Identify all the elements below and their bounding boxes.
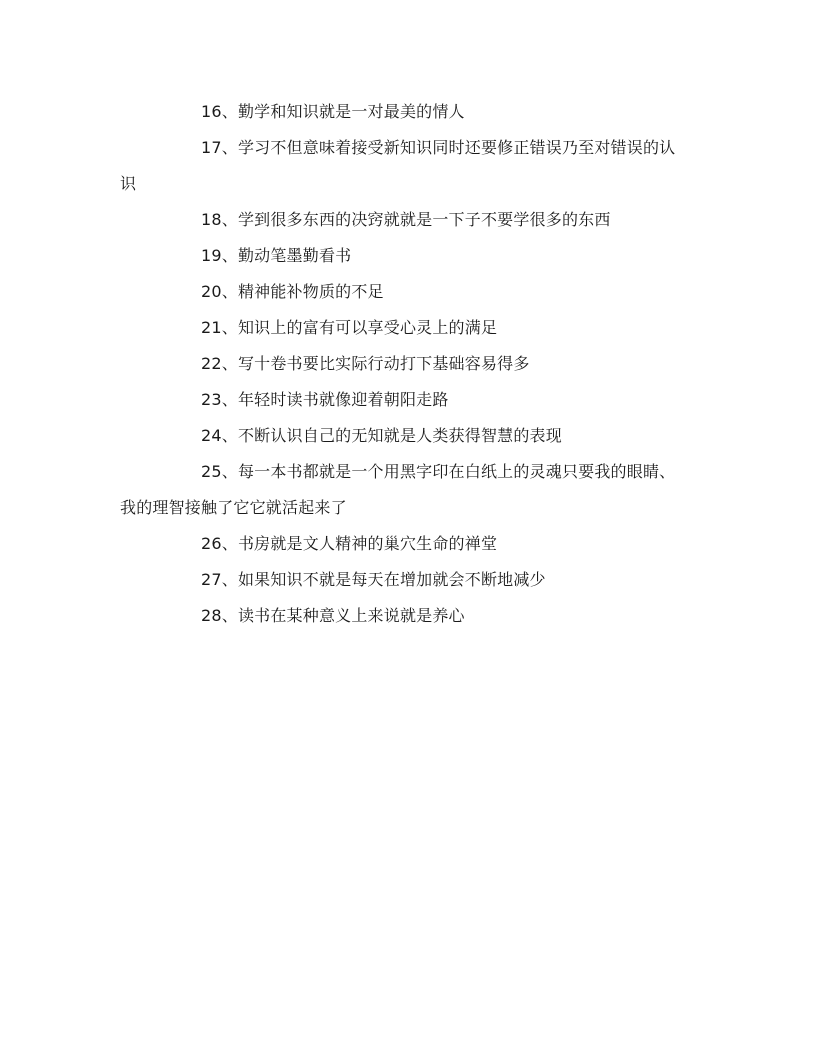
paragraph-17: 17、学习不但意味着接受新知识同时还要修正错误乃至对错误的认识 bbox=[120, 138, 676, 193]
paragraph-23: 23、年轻时读书就像迎着朝阳走路 bbox=[201, 390, 449, 409]
paragraph-20: 20、精神能补物质的不足 bbox=[201, 282, 384, 301]
paragraph-19: 19、勤动笔墨勤看书 bbox=[201, 246, 352, 265]
paragraph-16: 16、勤学和知识就是一对最美的情人 bbox=[201, 102, 465, 121]
paragraph-28: 28、读书在某种意义上来说就是养心 bbox=[201, 606, 465, 625]
paragraph-22: 22、写十卷书要比实际行动打下基础容易得多 bbox=[201, 354, 530, 373]
document-body bbox=[120, 94, 690, 634]
paragraph-21: 21、知识上的富有可以享受心灵上的满足 bbox=[201, 318, 498, 337]
paragraph-18: 18、学到很多东西的决窍就就是一下子不要学很多的东西 bbox=[201, 210, 611, 229]
paragraph-25: 25、每一本书都就是一个用黑字印在白纸上的灵魂只要我的眼睛、我的理智接触了它它就活起来了 bbox=[120, 462, 676, 517]
paragraph-26: 26、书房就是文人精神的巢穴生命的禅堂 bbox=[201, 534, 498, 553]
paragraph-27: 27、如果知识不就是每天在增加就会不断地减少 bbox=[201, 570, 546, 589]
paragraph-24: 24、不断认识自己的无知就是人类获得智慧的表现 bbox=[201, 426, 562, 445]
